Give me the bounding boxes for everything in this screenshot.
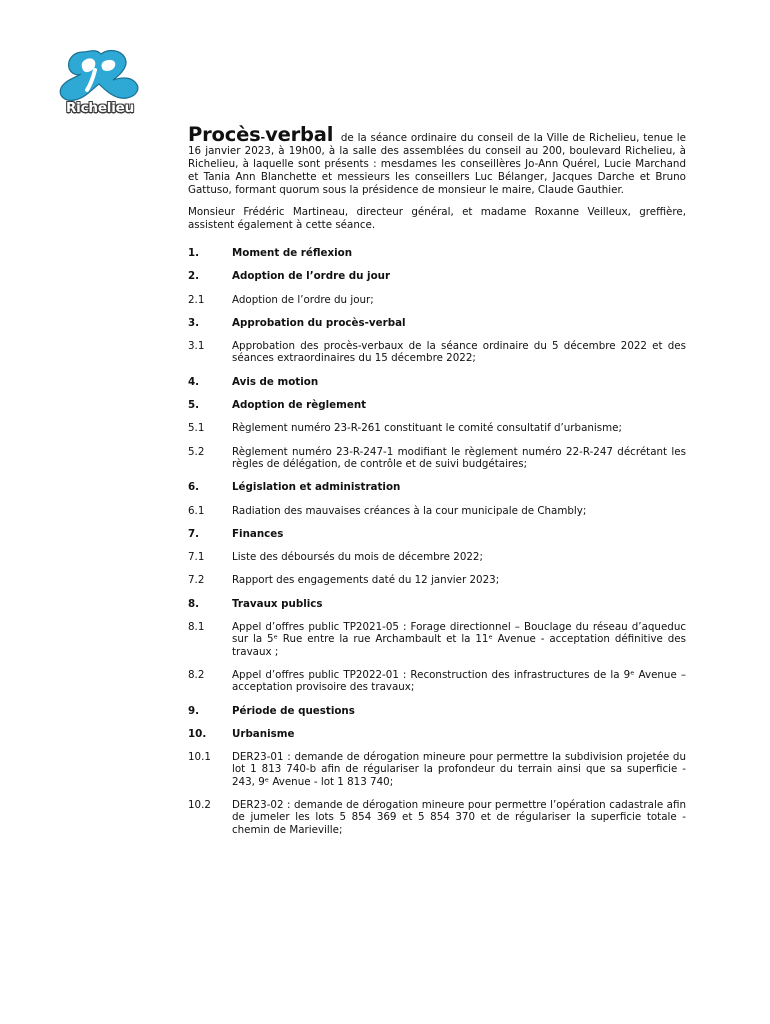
agenda-subitem bbox=[188, 340, 686, 365]
agenda-section bbox=[188, 270, 686, 282]
agenda-subitem bbox=[188, 799, 686, 836]
agenda-text: Législation et administration bbox=[232, 481, 401, 494]
agenda-text: Avis de motion bbox=[232, 375, 319, 388]
agenda-section bbox=[188, 317, 686, 329]
agenda-number: 9. bbox=[188, 704, 200, 717]
intro-text: de la séance ordinaire du conseil de la Ville de Richelieu, tenue le 16 janvier 2023, à 19h00, à la salle des assemblées du conseil au 200, boulevard Richelieu, à Richelieu, à laquelle sont présents : mesdames les conseillères Jo-Ann Quérel, Lucie Marchand et Tania Ann Blanchette et messieurs les conseillers Luc Bélanger, Jacques Darche et Bruno Gattuso, formant quorum sous la présidence de monsieur le maire, Claude Gauthier. bbox=[188, 132, 687, 196]
agenda-number: 6.1 bbox=[188, 504, 205, 517]
intro-paragraph bbox=[188, 123, 687, 197]
minutes-document bbox=[188, 123, 687, 847]
document-title-dash: - bbox=[260, 131, 266, 144]
agenda-text: DER23-01 : demande de dérogation mineure pour permettre la subdivision projetée du lot 1 813 740-b afin de régulariser la profondeur du terrain ainsi que sa superficie - 243, 9ᵉ Avenue - lot 1 813 740; bbox=[232, 751, 686, 788]
agenda-number: 3.1 bbox=[188, 340, 205, 353]
agenda-subitem bbox=[188, 446, 686, 471]
agenda-section bbox=[188, 728, 686, 740]
agenda-text: Adoption de l’ordre du jour; bbox=[232, 293, 374, 306]
agenda-subitem bbox=[188, 751, 686, 788]
agenda-section bbox=[188, 376, 686, 388]
agenda-number: 2.1 bbox=[188, 293, 205, 306]
agenda-number: 8.2 bbox=[188, 668, 205, 681]
agenda-text: Liste des déboursés du mois de décembre 2022; bbox=[232, 551, 483, 564]
agenda-number: 10. bbox=[188, 727, 207, 740]
agenda-text: Radiation des mauvaises créances à la cour municipale de Chambly; bbox=[232, 504, 587, 517]
agenda-text: Période de questions bbox=[232, 704, 355, 717]
agenda-section bbox=[188, 705, 686, 717]
agenda-text: Rapport des engagements daté du 12 janvier 2023; bbox=[232, 574, 500, 587]
logo-wordmark: Richelieu bbox=[65, 100, 134, 116]
agenda-subitem bbox=[188, 422, 686, 434]
agenda-section bbox=[188, 528, 686, 540]
agenda-number: 6. bbox=[188, 481, 200, 494]
agenda-section bbox=[188, 247, 686, 259]
agenda-number: 5.2 bbox=[188, 445, 205, 458]
document-title: Procès bbox=[188, 123, 261, 146]
agenda-number: 3. bbox=[188, 316, 200, 329]
agenda-number: 1. bbox=[188, 247, 200, 259]
attendance-paragraph: Monsieur Frédéric Martineau, directeur général, et madame Roxanne Veilleux, greffière, assistent également à cette séance. bbox=[188, 206, 686, 231]
agenda-subitem bbox=[188, 551, 686, 563]
agenda-subitem bbox=[188, 621, 686, 658]
agenda-text: DER23-02 : demande de dérogation mineure pour permettre l’opération cadastrale afin de jumeler les lots 5 854 369 et 5 854 370 et de régulariser la superficie totale - chemin de Marieville; bbox=[232, 799, 686, 836]
agenda-text: Appel d’offres public TP2022-01 : Reconstruction des infrastructures de la 9ᵉ Avenue – acceptation provisoire des travaux; bbox=[232, 668, 686, 694]
agenda-text: Adoption de règlement bbox=[232, 399, 367, 412]
agenda-text: Appel d’offres public TP2021-05 : Forage directionnel – Bouclage du réseau d’aqueduc sur la 5ᵉ Rue entre la rue Archambault et la 11ᵉ Avenue - acceptation définitive des travaux ; bbox=[232, 621, 686, 658]
agenda-section bbox=[188, 481, 686, 493]
agenda-text: Règlement numéro 23-R-247-1 modifiant le règlement numéro 22-R-247 décrétant les règles de délégation, de contrôle et de suivi budgétaires; bbox=[232, 445, 686, 470]
agenda-number: 5.1 bbox=[188, 422, 205, 435]
agenda-number: 7.2 bbox=[188, 574, 205, 587]
agenda-subitem bbox=[188, 574, 686, 586]
agenda-number: 4. bbox=[188, 375, 200, 388]
agenda-number: 8. bbox=[188, 597, 200, 610]
agenda-number: 5. bbox=[188, 399, 200, 412]
agenda-number: 10.1 bbox=[188, 751, 211, 764]
agenda-number: 2. bbox=[188, 270, 200, 283]
agenda-subitem bbox=[188, 669, 686, 694]
logo-emblem-icon bbox=[55, 44, 143, 106]
agenda-text: Adoption de l’ordre du jour bbox=[232, 270, 391, 283]
agenda-subitem bbox=[188, 294, 686, 306]
document-title-end: verbal bbox=[265, 123, 334, 146]
agenda-subitem bbox=[188, 505, 686, 517]
agenda-text: Finances bbox=[232, 527, 284, 540]
agenda-section bbox=[188, 598, 686, 610]
agenda-number: 10.2 bbox=[188, 799, 211, 812]
agenda-text: Urbanisme bbox=[232, 727, 295, 740]
richelieu-logo bbox=[55, 44, 143, 122]
agenda-text: Approbation du procès-verbal bbox=[232, 316, 406, 329]
agenda-text: Règlement numéro 23-R-261 constituant le comité consultatif d’urbanisme; bbox=[232, 422, 622, 435]
agenda-text: Travaux publics bbox=[232, 597, 323, 610]
agenda-list bbox=[188, 247, 686, 836]
agenda-number: 7.1 bbox=[188, 551, 205, 564]
agenda-number: 7. bbox=[188, 527, 200, 540]
agenda-number: 8.1 bbox=[188, 621, 205, 634]
agenda-text: Moment de réflexion bbox=[232, 247, 353, 259]
agenda-text: Approbation des procès-verbaux de la séance ordinaire du 5 décembre 2022 et des séances extraordinaires du 15 décembre 2022; bbox=[232, 340, 686, 365]
agenda-section bbox=[188, 399, 686, 411]
